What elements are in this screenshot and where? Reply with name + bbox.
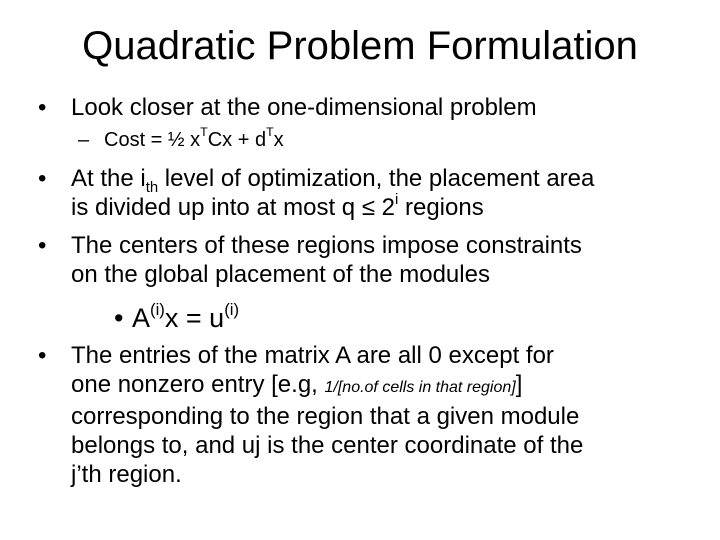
text-run: level of optimization, the placement area <box>158 165 595 192</box>
bullet-line <box>71 193 594 222</box>
bullet-text: Look closer at the one-dimensional problem <box>71 94 537 121</box>
bullet-line: The centers of these regions impose constraints <box>71 232 582 259</box>
bullet-line <box>71 164 595 196</box>
formula-text: Cost = ½ x <box>104 129 201 151</box>
text-run: regions <box>398 194 484 221</box>
bullet-line <box>71 370 583 402</box>
formula-text: Cx + d <box>207 129 267 151</box>
bullet-marker: • <box>114 303 124 333</box>
slide-title: Quadratic Problem Formulation <box>82 24 638 68</box>
cost-formula <box>104 125 284 152</box>
text-run: At the i <box>71 165 146 192</box>
bullet-marker: • <box>38 165 47 192</box>
bullet-line: belongs to, and uj is the center coordinate of the <box>71 432 584 459</box>
bullet-text <box>71 164 594 222</box>
text-run: ] <box>515 371 523 398</box>
bullet-text <box>71 231 582 289</box>
dash-marker: – <box>78 129 90 151</box>
bullet-line: corresponding to the region that a given module <box>71 403 580 430</box>
formula-superscript: (i) <box>150 299 165 319</box>
bullet-marker: • <box>38 94 47 121</box>
constraint-formula <box>132 299 240 334</box>
formula-text: x <box>273 129 284 151</box>
bullet-marker: • <box>38 232 47 259</box>
inline-note: 1/[no.of cells in that region] <box>324 379 516 396</box>
formula-superscript: T <box>266 125 274 140</box>
formula-superscript: T <box>200 125 208 140</box>
formula-superscript: (i) <box>224 299 240 319</box>
formula-text: x = u <box>164 303 225 333</box>
text-run: is divided up into at most q ≤ 2 <box>71 194 396 221</box>
formula-text: A <box>132 303 151 333</box>
bullet-line: on the global placement of the modules <box>71 261 490 288</box>
text-run: one nonzero entry [e.g, <box>71 371 325 398</box>
bullet-line: The entries of the matrix A are all 0 except for <box>71 342 554 369</box>
superscript: i <box>395 191 399 208</box>
bullet-text <box>71 341 583 489</box>
bullet-marker: • <box>38 342 47 369</box>
subscript: th <box>145 179 159 196</box>
bullet-line: j’th region. <box>71 461 182 488</box>
